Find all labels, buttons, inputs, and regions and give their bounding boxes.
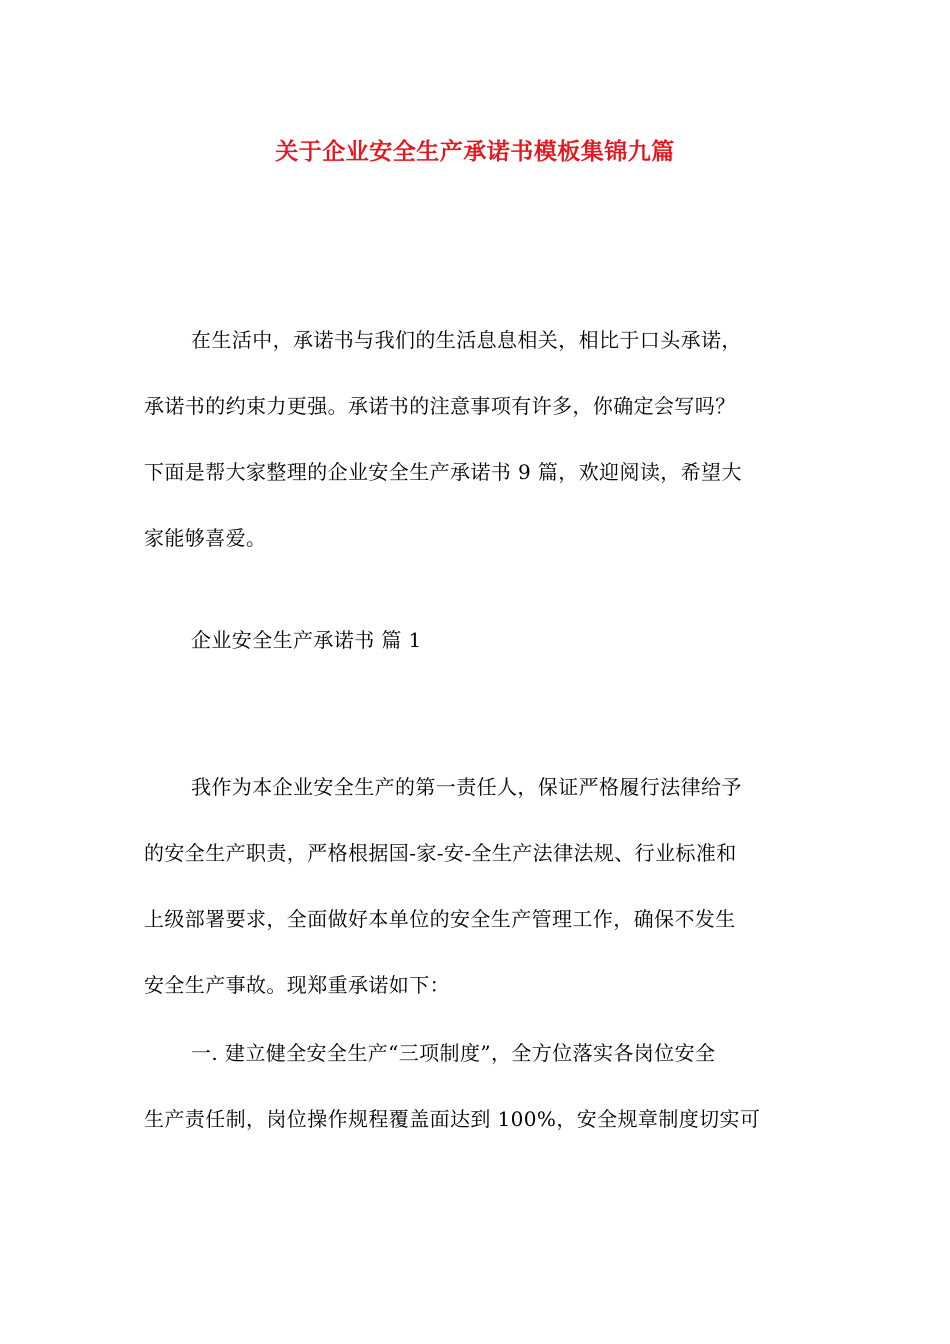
paragraph-line: 承诺书的约束力更强。承诺书的注意事项有许多，你确定会写吗？ [144, 394, 736, 418]
page-title: 关于企业安全生产承诺书模板集锦九篇 [275, 138, 675, 165]
paragraph-line: 上级部署要求，全面做好本单位的安全生产管理工作，确保不发生 [144, 907, 736, 931]
paragraph-line: 的安全生产职责，严格根据国-家-安-全生产法律法规、行业标准和 [144, 841, 737, 865]
section-heading: 企业安全生产承诺书 篇 1 [191, 628, 422, 652]
item-one-paragraph [144, 1020, 808, 1152]
paragraph-line: 安全生产事故。现郑重承诺如下： [144, 973, 450, 997]
paragraph-line: 在生活中，承诺书与我们的生活息息相关，相比于口头承诺， [191, 328, 742, 352]
intro-paragraph [144, 307, 808, 571]
section-heading-block [144, 607, 808, 673]
paragraph-line: 生产责任制，岗位操作规程覆盖面达到 100%，安全规章制度切实可 [144, 1107, 761, 1131]
paragraph-line: 我作为本企业安全生产的第一责任人，保证严格履行法律给予 [191, 775, 742, 799]
commitment-paragraph [144, 754, 808, 1018]
paragraph-line: 家能够喜爱。 [144, 526, 267, 550]
paragraph-line: 一. 建立健全安全生产“三项制度”，全方位落实各岗位安全 [191, 1041, 716, 1065]
paragraph-line: 下面是帮大家整理的企业安全生产承诺书 9 篇，欢迎阅读，希望大 [144, 460, 742, 484]
